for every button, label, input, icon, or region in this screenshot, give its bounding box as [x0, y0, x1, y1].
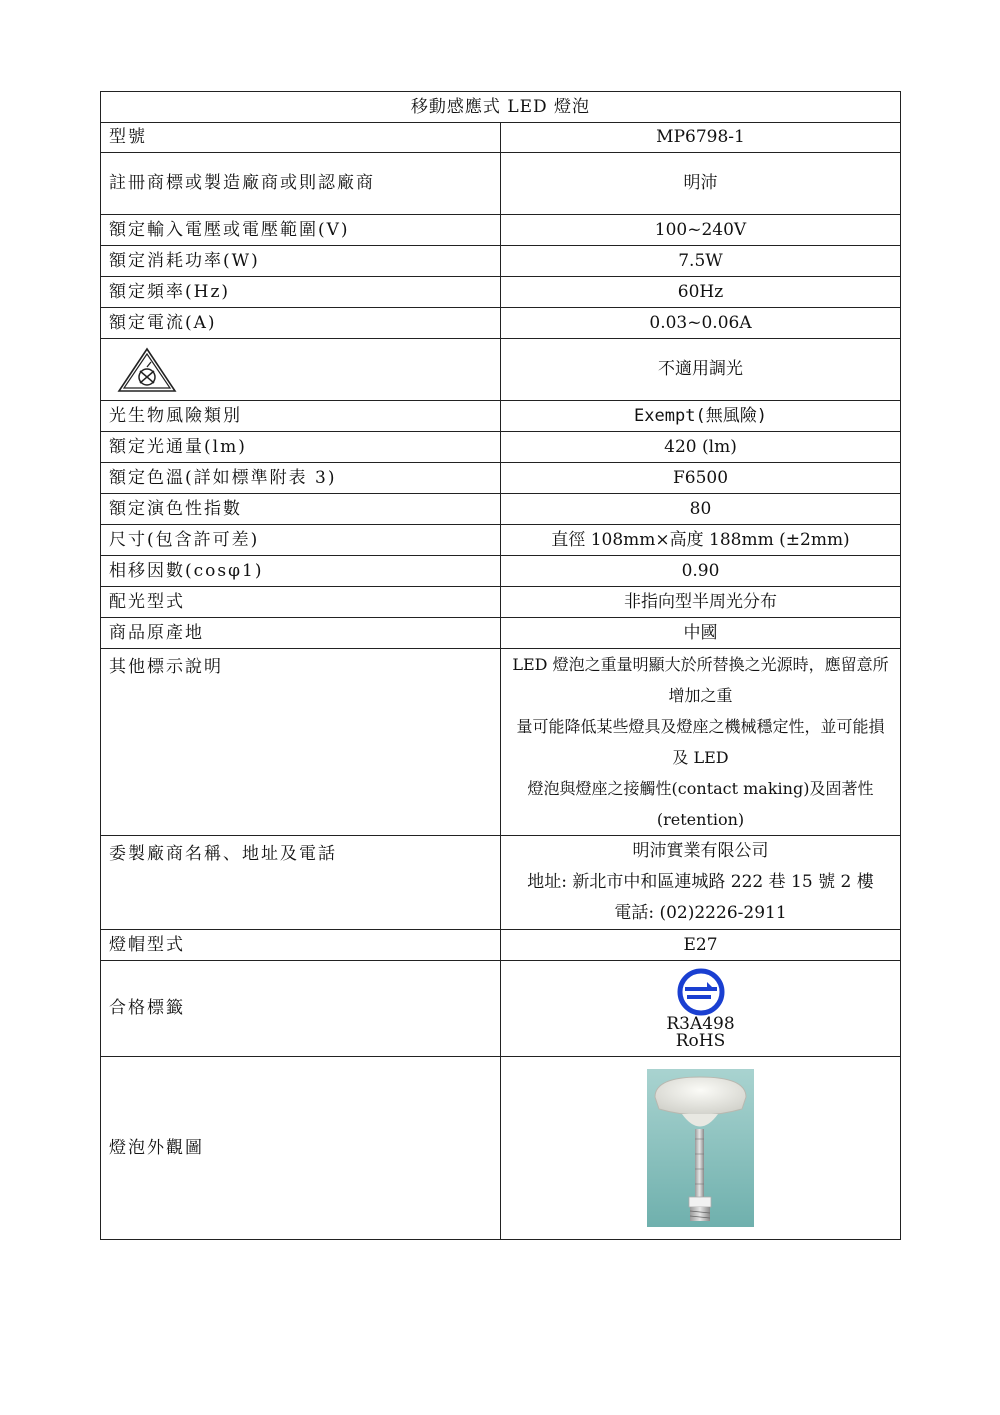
row-value: 明沛: [501, 153, 901, 215]
row-label: 委製廠商名稱、地址及電話: [101, 836, 501, 930]
table-row: [101, 215, 901, 246]
table-row: [101, 401, 901, 432]
row-label: 額定頻率(Hz): [101, 277, 501, 308]
table-row: [101, 123, 901, 153]
mark-rohs: RoHS: [675, 1030, 726, 1051]
row-label: 型號: [101, 123, 501, 153]
table-row: [101, 587, 901, 618]
row-value: 420 (lm): [501, 432, 901, 463]
table-row: [101, 961, 901, 1057]
row-label: 配光型式: [101, 587, 501, 618]
row-value: Exempt(無風險): [501, 401, 901, 432]
table-row: [101, 494, 901, 525]
table-row: [101, 339, 901, 401]
row-value: 中國: [501, 618, 901, 649]
table-row: [101, 649, 901, 836]
table-row: [101, 618, 901, 649]
table-row: [101, 308, 901, 339]
row-label: 商品原產地: [101, 618, 501, 649]
row-value: F6500: [501, 463, 901, 494]
company-phone: 電話: (02)2226-2911: [614, 903, 787, 923]
table-title-row: [101, 92, 901, 123]
table-row: [101, 246, 901, 277]
row-label: 額定消耗功率(W): [101, 246, 501, 277]
table-row: [101, 153, 901, 215]
row-label: 額定光通量(lm): [101, 432, 501, 463]
row-label: 額定演色性指數: [101, 494, 501, 525]
row-label: 光生物風險類別: [101, 401, 501, 432]
row-label: 註冊商標或製造廠商或則認廠商: [101, 153, 501, 215]
row-value: 7.5W: [501, 246, 901, 277]
table-row: [101, 432, 901, 463]
row-label: 額定電流(A): [101, 308, 501, 339]
row-value: 直徑 108mm×高度 188mm (±2mm): [501, 525, 901, 556]
no-dimmer-warning-icon: [117, 347, 177, 393]
table-row: [101, 556, 901, 587]
table-row: [101, 930, 901, 961]
table-title: 移動感應式 LED 燈泡: [101, 92, 901, 123]
bsmi-mark-icon: [677, 968, 725, 1016]
table-row: [101, 525, 901, 556]
row-label: 額定輸入電壓或電壓範圍(V): [101, 215, 501, 246]
row-value: 80: [501, 494, 901, 525]
row-value: [501, 649, 901, 836]
mark-code: R3A498: [666, 1013, 735, 1034]
row-value: E27: [501, 930, 901, 961]
note-line: LED 燈泡之重量明顯大於所替換之光源時，應留意所增加之重: [512, 655, 889, 705]
note-line: 燈泡與燈座之接觸性(contact making)及固著性(retention): [527, 779, 874, 829]
table-row: [101, 836, 901, 930]
row-label: [101, 339, 501, 401]
row-value: [501, 961, 901, 1057]
row-label: 燈帽型式: [101, 930, 501, 961]
table-row: [101, 1057, 901, 1240]
led-bulb-photo: [647, 1069, 754, 1227]
row-value: [501, 836, 901, 930]
row-value: [501, 1057, 901, 1240]
row-label: 合格標籤: [101, 961, 501, 1057]
row-label: 其他標示說明: [101, 649, 501, 836]
row-label: 相移因數(cosφ1): [101, 556, 501, 587]
company-address: 地址: 新北市中和區連城路 222 巷 15 號 2 樓: [527, 872, 874, 892]
row-value: 0.03~0.06A: [501, 308, 901, 339]
row-label: 燈泡外觀圖: [101, 1057, 501, 1240]
row-value: 非指向型半周光分布: [501, 587, 901, 618]
row-value: 60Hz: [501, 277, 901, 308]
row-value: MP6798-1: [501, 123, 901, 153]
table-row: [101, 277, 901, 308]
table-row: [101, 463, 901, 494]
row-label: 額定色溫(詳如標準附表 3): [101, 463, 501, 494]
row-value: 0.90: [501, 556, 901, 587]
row-label: 尺寸(包含許可差): [101, 525, 501, 556]
note-line: 量可能降低某些燈具及燈座之機械穩定性，並可能損及 LED: [516, 717, 885, 767]
company-name: 明沛實業有限公司: [632, 841, 769, 861]
row-value: 100~240V: [501, 215, 901, 246]
row-value: 不適用調光: [501, 339, 901, 401]
spec-table: [100, 91, 901, 1240]
